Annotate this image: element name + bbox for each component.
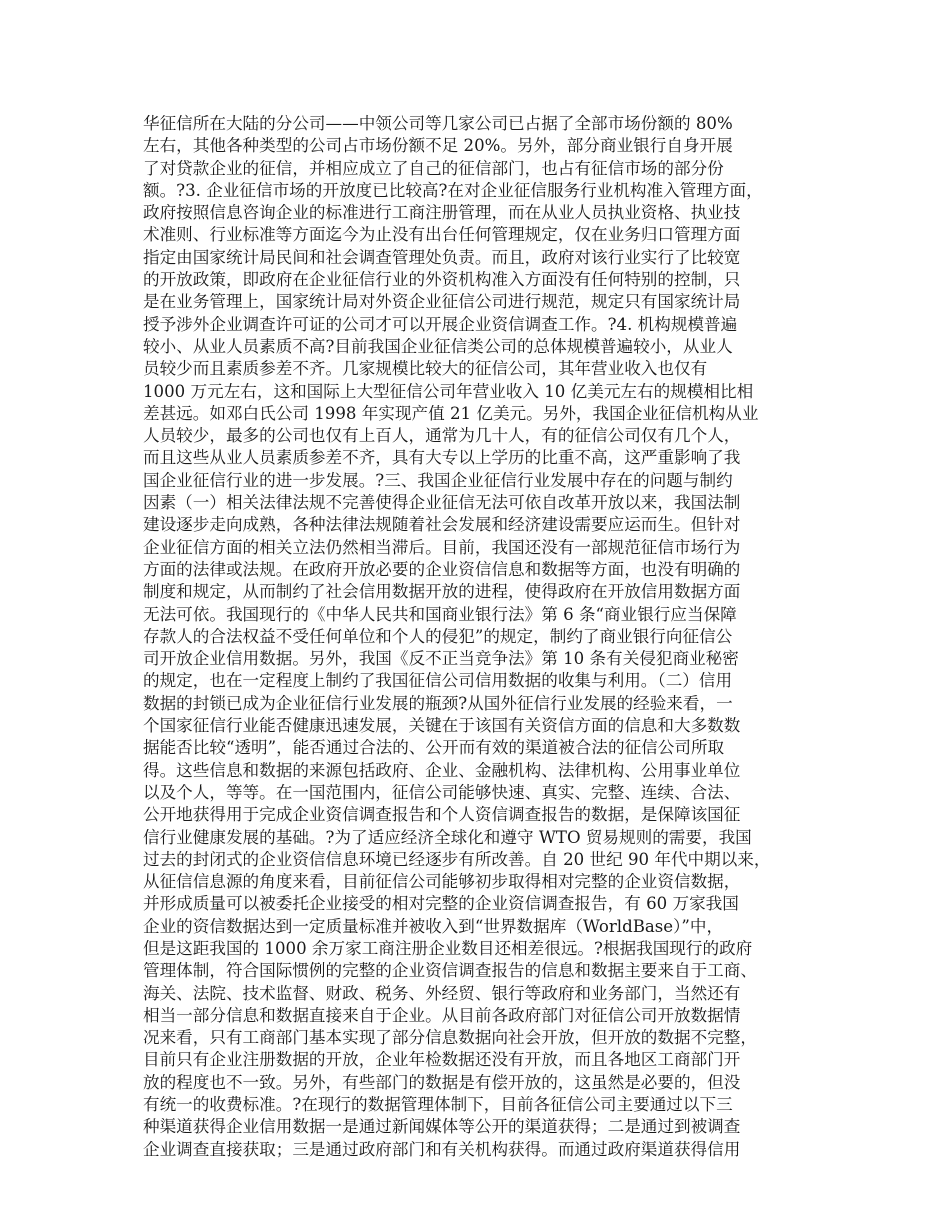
text-line: 建设逐步走向成熟，各种法律法规随着社会发展和经济建设需要应运而生。但针对 bbox=[143, 515, 741, 535]
text-line: 授予涉外企业调查许可证的公司才可以开展企业资信调查工作。?4. 机构规模普遍 bbox=[143, 314, 738, 334]
text-line: 但是这距我国的 1000 余万家工商注册企业数目还相差很远。?根据我国现行的政府 bbox=[143, 938, 753, 958]
text-line: 的规定，也在一定程度上制约了我国征信公司信用数据的收集与利用。（二）信用 bbox=[143, 671, 733, 691]
text-line: 了对贷款企业的征信，并相应成立了自己的征信部门，也占有征信市场的部分份 bbox=[143, 158, 724, 178]
text-line: 司开放企业信用数据。另外，我国《反不正当竞争法》第 10 条有关侵犯商业秘密 bbox=[143, 649, 739, 669]
text-line: 左右，其他各种类型的公司占市场份额不足 20%。另外，部分商业银行自身开展 bbox=[143, 136, 733, 156]
text-line: 政府按照信息咨询企业的标准进行工商注册管理，而在从业人员执业资格、执业技 bbox=[143, 203, 741, 223]
text-line: 并形成质量可以被委托企业接受的相对完整的企业资信调查报告，有 60 万家我国 bbox=[143, 894, 739, 914]
text-line: 海关、法院、技术监督、财政、税务、外经贸、银行等政府和业务部门，当然还有 bbox=[143, 983, 741, 1003]
text-line: 的开放政策，即政府在企业征信行业的外资机构准入方面没有任何特别的控制，只 bbox=[143, 270, 741, 290]
text-line: 指定由国家统计局民间和社会调查管理处负责。而且，政府对该行业实行了比较宽 bbox=[143, 247, 741, 267]
text-line: 公开地获得用于完成企业资信调查报告和个人资信调查报告的数据，是保障该国征 bbox=[143, 805, 741, 825]
text-line: 企业的资信数据达到一定质量标准并被收入到“世界数据库（WorldBase）”中， bbox=[143, 916, 724, 936]
text-line: 相当一部分信息和数据直接来自于企业。从目前各政府部门对征信公司开放数据情 bbox=[143, 1005, 741, 1025]
text-line: 以及个人，等等。在一国范围内，征信公司能够快速、真实、完整、连续、合法、 bbox=[143, 782, 741, 802]
text-line: 1000 万元左右，这和国际上大型征信公司年营业收入 10 亿美元左右的规模相比相 bbox=[143, 381, 754, 401]
text-line: 较小、从业人员素质不高?目前我国企业征信类公司的总体规模普遍较小，从业人 bbox=[143, 336, 733, 356]
text-line: 数据的封锁已成为企业征信行业发展的瓶颈?从国外征信行业发展的经验来看，一 bbox=[143, 693, 733, 713]
text-line: 额。?3. 企业征信市场的开放度已比较高?在对企业征信服务行业机构准入管理方面， bbox=[143, 180, 763, 200]
text-line: 信行业健康发展的基础。?为了适应经济全球化和遵守 WTO 贸易规则的需要，我国 bbox=[143, 827, 752, 847]
text-line: 企业征信方面的相关立法仍然相当滞后。目前，我国还没有一部规范征信市场行为 bbox=[143, 537, 741, 557]
body-text bbox=[143, 113, 813, 1161]
text-line: 目前只有企业注册数据的开放，企业年检数据还没有开放，而且各地区工商部门开 bbox=[143, 1050, 741, 1070]
text-line: 存款人的合法权益不受任何单位和个人的侵犯”的规定，制约了商业银行向征信公 bbox=[143, 626, 733, 646]
text-line: 个国家征信行业能否健康迅速发展，关键在于该国有关资信方面的信息和大多数数 bbox=[143, 716, 741, 736]
text-line: 术准则、行业标准等方面迄今为止没有出台任何管理规定，仅在业务归口管理方面 bbox=[143, 225, 741, 245]
text-line: 人员较少，最多的公司也仅有上百人，通常为几十人，有的征信公司仅有几个人， bbox=[143, 426, 741, 446]
text-line: 无法可依。我国现行的《中华人民共和国商业银行法》第 6 条“商业银行应当保障 bbox=[143, 604, 737, 624]
text-line: 企业调查直接获取；三是通过政府部门和有关机构获得。而通过政府渠道获得信用 bbox=[143, 1139, 741, 1159]
text-line: 从征信信息源的角度来看，目前征信公司能够初步取得相对完整的企业资信数据， bbox=[143, 872, 741, 892]
text-line: 过去的封闭式的企业资信信息环境已经逐步有所改善。自 20 世纪 90 年代中期以来， bbox=[143, 849, 771, 869]
text-line: 况来看，只有工商部门基本实现了部分信息数据向社会开放，但开放的数据不完整， bbox=[143, 1028, 757, 1048]
text-line: 员较少而且素质参差不齐。几家规模比较大的征信公司，其年营业收入也仅有 bbox=[143, 359, 708, 379]
text-line: 管理体制，符合国际惯例的完整的企业资信调查报告的信息和数据主要来自于工商、 bbox=[143, 961, 757, 981]
text-line: 种渠道获得企业信用数据一是通过新闻媒体等公开的渠道获得；二是通过到被调查 bbox=[143, 1117, 741, 1137]
text-line: 据能否比较“透明”，能否通过合法的、公开而有效的渠道被合法的征信公司所取 bbox=[143, 738, 725, 758]
text-line: 因素（一）相关法律法规不完善使得企业征信无法可依自改革开放以来，我国法制 bbox=[143, 493, 741, 513]
text-line: 国企业征信行业的进一步发展。?三、我国企业征信行业发展中存在的问题与制约 bbox=[143, 470, 733, 490]
text-line: 是在业务管理上，国家统计局对外资企业征信公司进行规范，规定只有国家统计局 bbox=[143, 292, 741, 312]
text-line: 差甚远。如邓白氏公司 1998 年实现产值 21 亿美元。另外，我国企业征信机构从业 bbox=[143, 403, 759, 423]
text-line: 而且这些从业人员素质参差不齐，具有大专以上学历的比重不高，这严重影响了我 bbox=[143, 448, 741, 468]
text-line: 得。这些信息和数据的来源包括政府、企业、金融机构、法律机构、公用事业单位 bbox=[143, 760, 741, 780]
text-line: 制度和规定，从而制约了社会信用数据开放的进程，使得政府在开放信用数据方面 bbox=[143, 582, 741, 602]
text-line: 有统一的收费标准。?在现行的数据管理体制下，目前各征信公司主要通过以下三 bbox=[143, 1095, 733, 1115]
text-line: 方面的法律或法规。在政府开放必要的企业资信信息和数据等方面，也没有明确的 bbox=[143, 559, 741, 579]
text-line: 华征信所在大陆的分公司——中领公司等几家公司已占据了全部市场份额的 80% bbox=[143, 114, 733, 133]
text-line: 放的程度也不一致。另外，有些部门的数据是有偿开放的，这虽然是必要的，但没 bbox=[143, 1072, 741, 1092]
